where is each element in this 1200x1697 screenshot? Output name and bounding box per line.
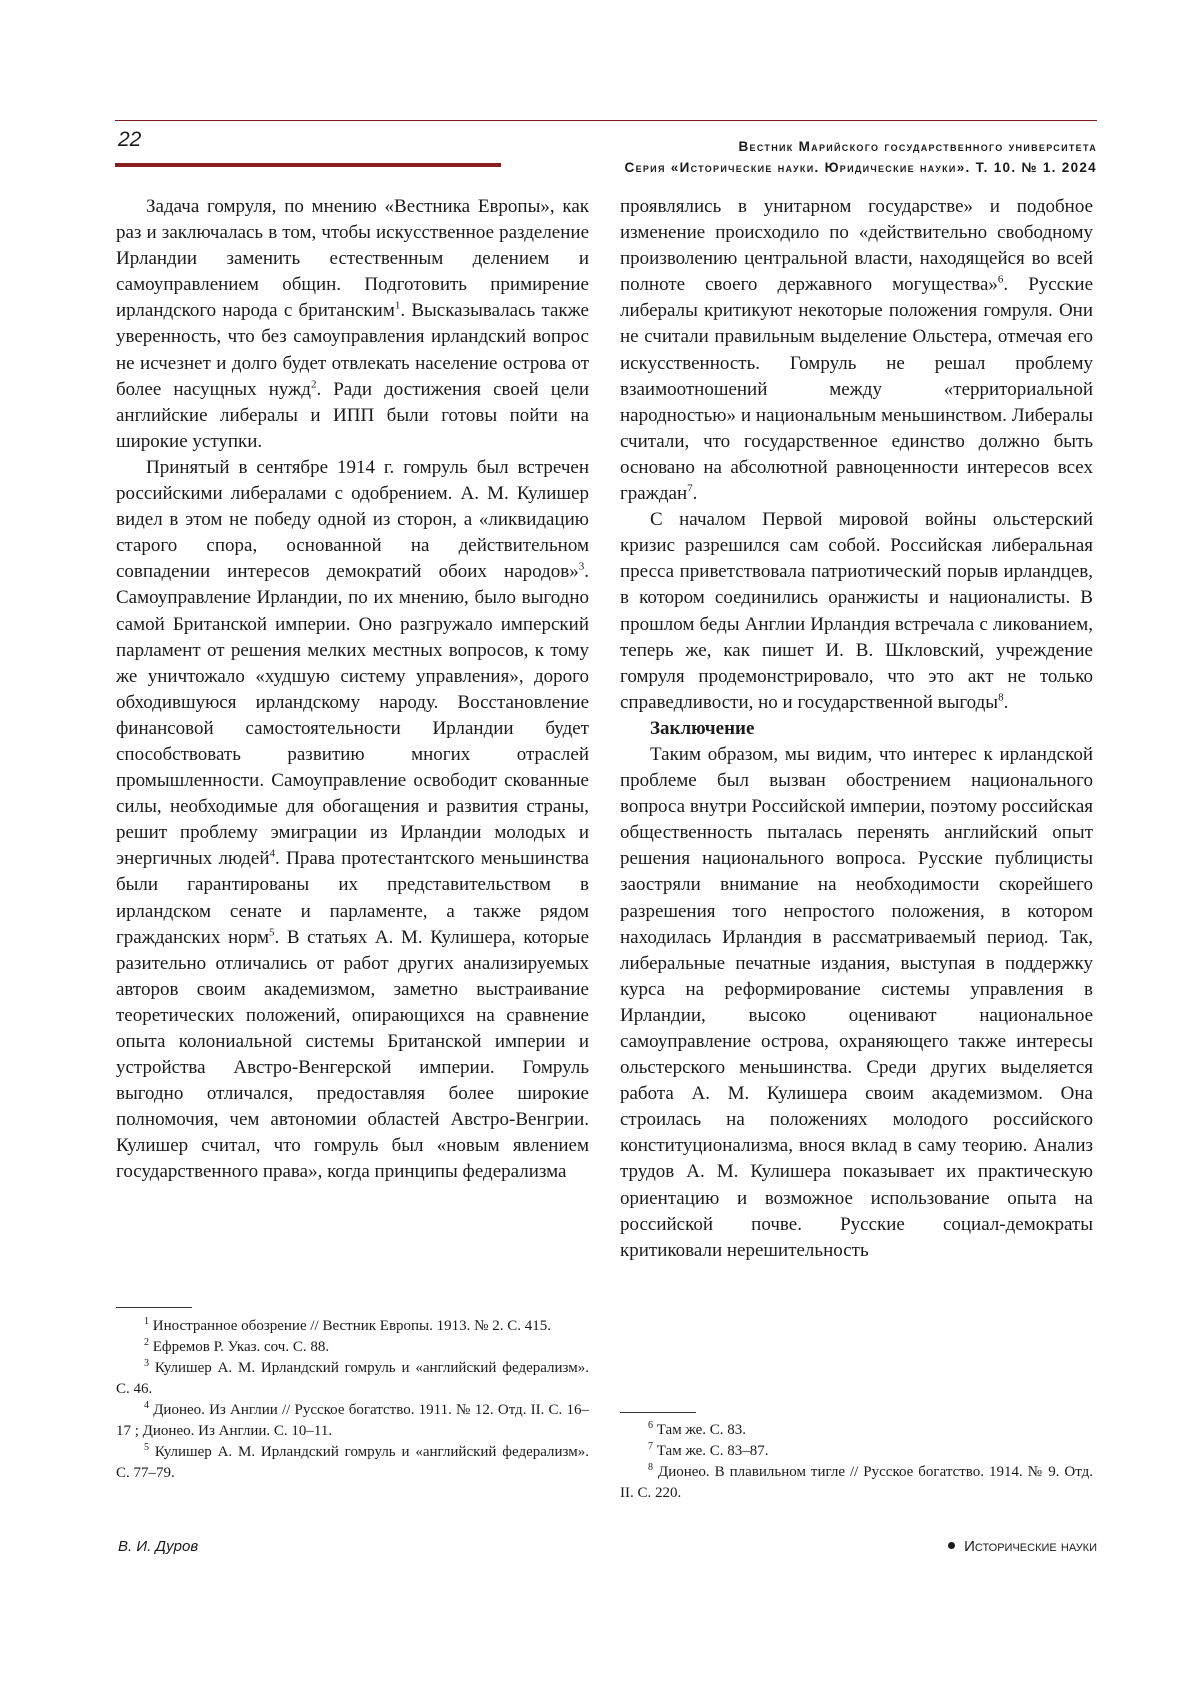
footnote: $^6$ Там же. С. 83. — [648, 1420, 747, 1438]
footnote-divider — [620, 1412, 696, 1413]
paragraph: Таким образом, мы видим, что интерес к ирландской проблеме был вызван обострением национального вопроса внутри Российской империи, поэтому российская общественность пыталась перенять английский опыт решения национального вопроса. Русские публицисты заостряли внимание на необходимости скорейшего разрешения того непростого положения, в котором находилась Ирландия в рассматриваемый период. Так, либеральные печатные издания, выступая в поддержку курса на реформирование системы управления в Ирландии, высоко оценивают национальное самоуправление острова, охраняющего также интересы ольстерского меньшинства. Среди других выделяется работа А. М. Кулишера своим академизмом. Она строилась на положениях молодого российского конституционализма, внося вклад в саму теорию. Анализ трудов А. М. Кулишера показывает их практическую ориентацию и возможное использование опыта на российской почве. Русские социал-демократы критиковали нерешительность — [620, 743, 1093, 1261]
footnote: $^8$ Дионео. В плавильном тигле // Русское богатство. 1914. № 9. Отд. II. С. 220. — [620, 1462, 1093, 1501]
section-heading: Заключение — [650, 717, 755, 739]
footnote: $^4$ Дионео. Из Англии // Русское богатство. 1911. № 12. Отд. II. С. 16–17 ; Дионео. Из Англии. С. 10–11. — [116, 1400, 589, 1439]
paragraph: проявлялись в унитарном государстве» и подобное изменение происходило по «действительно свободному произволению центральной власти, находящейся во всей полноте своего державного могущества»$^6$. Русские либералы критикуют некоторые положения гомруля. Они не считали правильным выделение Ольстера, отмечая его искусственность. Гомруль не решал проблему взаимоотношений между «территориальной народностью» и национальным меньшинством. Либералы считали, что государственное единство должно быть основано на абсолютной равноценности интересов всех граждан$^7$. — [620, 196, 1093, 505]
journal-series: Серия «Исторические науки. Юридические науки». Т. 10. № 1. 2024 — [624, 160, 1097, 175]
page-number: 22 — [118, 128, 142, 151]
bullet-icon — [948, 1542, 955, 1549]
footnote-ref: 5 — [269, 926, 275, 939]
paragraph: С началом Первой мировой войны ольстерский кризис разрешился сам собой. Российская либеральная пресса приветствовала патриотический порыв ирландцев, в котором соединились оранжисты и националисты. В прошлом беды Англии Ирландия встречала с ликованием, теперь же, как пишет И. В. Шкловский, учреждение гомруля продемонстрировало, что это акт не только справедливости, но и государственной выгоды$^8$. — [620, 509, 1093, 713]
footnote-ref: 4 — [269, 848, 276, 861]
footnote-divider — [116, 1307, 192, 1308]
footnote: $^2$ Ефремов Р. Указ. соч. С. 88. — [144, 1337, 330, 1355]
paragraph: Задача гомруля, по мнению «Вестника Европы», как раз и заключалась в том, чтобы искусственное разделение Ирландии заменить естественным делением и самоуправлением общин. Подготовить примирение ирландского народа с британским$^1$. Высказывалась также уверенность, что без самоуправления ирландский вопрос не исчезнет и долго будет отвлекать население острова от более насущных нужд$^2$. Ради достижения своей цели английские либералы и ИПП были готовы пойти на широкие уступки. — [116, 196, 590, 452]
footnotes-right — [620, 1420, 1093, 1504]
paragraph: Принятый в сентябре 1914 г. гомруль был встречен российскими либералами с одобрением. А. М. Кулишер видел в этом не победу одной из сторон, а «ликвидацию старого спора, основанной на действительном совпадении интересов демократий обоих народов»$^3$. Самоуправление Ирландии, по их мнению, было выгодно самой Британской империи. Оно разгружало имперский парламент от решения мелких местных вопросов, к тому же уничтожало «худшую систему управления», дорого обходившуюся ирландскому народу. Восстановление финансовой самостоятельности Ирландии будет способствовать развитию многих отраслей промышленности. Самоуправление освободит скованные силы, необходимые для обогащения и развития страны, решит проблему эмиграции из Ирландии молодых и энергичных людей$^4$. Права протестантского меньшинства были гарантированы их представительством в ирландском сенате и парламенте, а также рядом гражданских норм$^5$. В статьях А. М. Кулишера, которые разительно отличались от работ других анализируемых авторов своим академизмом, заметно выстраивание теоретических положений, опирающихся на сравнение опыта колониальной системы Британской империи и устройства Австро-Венгерской империи. Гомруль выгодно отличался, предоставляя более широкие полномочия, чем автономии областей Австро-Венгрии. Кулишер считал, что гомруль был «новым явлением государственного права», когда принципы федерализма — [116, 456, 590, 1183]
footnote: $^5$ Кулишер А. М. Ирландский гомруль и «английский федерализм». С. 77–79. — [116, 1442, 589, 1481]
header-thick-rule — [115, 163, 501, 167]
footnote-ref: 3 — [578, 560, 585, 573]
footer-author: В. И. Дуров — [118, 1538, 199, 1555]
footnotes-left — [116, 1316, 589, 1484]
footnote: $^1$ Иностранное обозрение // Вестник Европы. 1913. № 2. С. 415. — [144, 1316, 551, 1334]
footer-section: Исторические науки — [948, 1538, 1097, 1555]
footnote-ref: 2 — [310, 378, 317, 391]
footnote-ref: 8 — [998, 691, 1004, 704]
footnote: $^7$ Там же. С. 83–87. — [648, 1441, 769, 1459]
journal-title: Вестник Марийского государственного университета — [738, 139, 1097, 154]
footnote-ref: 6 — [997, 273, 1004, 286]
footnote-ref: 7 — [687, 482, 693, 495]
footnote-ref: 1 — [394, 300, 401, 313]
footnote: $^3$ Кулишер А. М. Ирландский гомруль и «английский федерализм». С. 46. — [116, 1358, 589, 1397]
left-column — [116, 194, 589, 1186]
journal-header — [625, 136, 1097, 178]
header-top-rule — [115, 120, 1097, 121]
right-column — [620, 194, 1093, 1264]
